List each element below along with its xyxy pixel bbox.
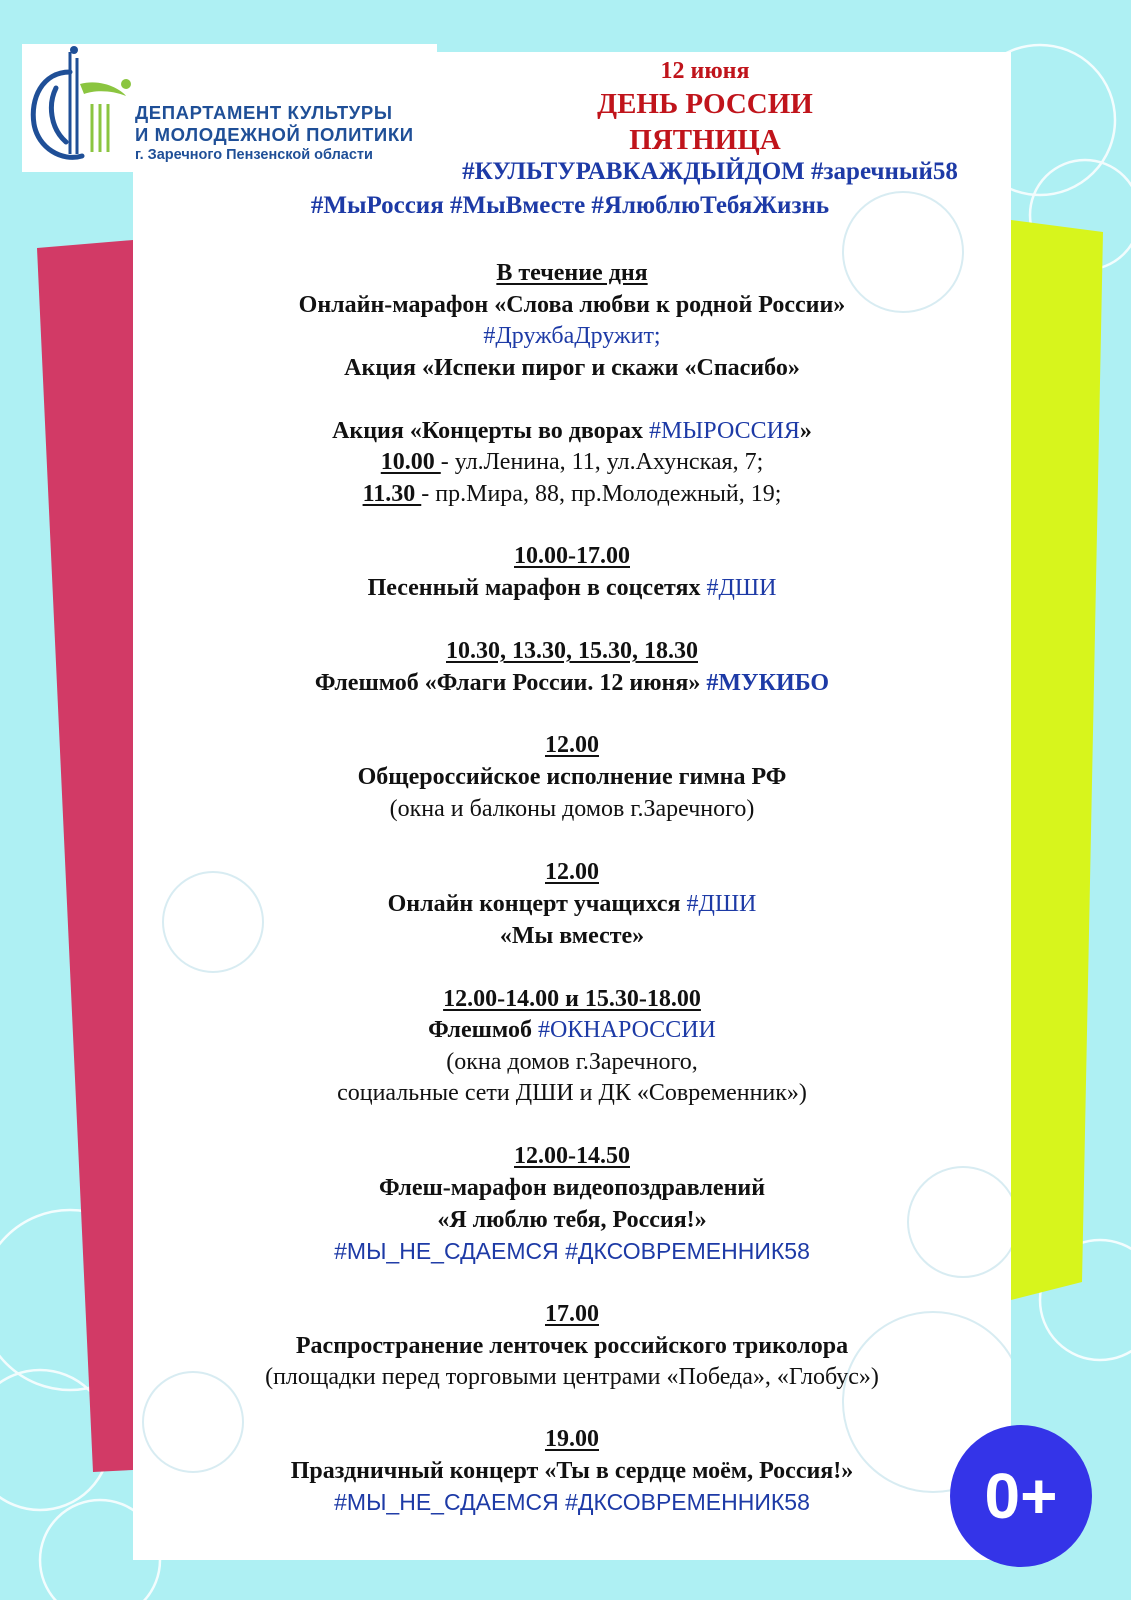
header-date: 12 июня [660,58,750,84]
event-hashtag: #МЫРОССИЯ [649,418,800,444]
event-title-text: Акция «Концерты во дворах [332,418,650,444]
event-hashtag: #ДружбаДружит; [483,323,661,349]
event-subtitle: «Я люблю тебя, Россия!» [437,1207,707,1233]
event-hashtag: #МЫ_НЕ_СДАЕМСЯ #ДКСОВРЕМЕННИК58 [334,1489,810,1515]
department-logo [22,44,437,172]
event-note: (окна и балконы домов г.Заречного) [389,796,755,822]
event-title [133,1015,1011,1047]
event-title: Праздничный концерт «Ты в сердце моём, Россия!» [290,1458,854,1484]
event-title-text: Флешмоб «Флаги России. 12 июня» [314,670,707,696]
event-schedule-row [133,479,1011,511]
event-title: Общероссийское исполнение гимна РФ [357,764,787,790]
event-time: 11.30 [362,481,422,507]
event-place: - пр.Мира, 88, пр.Молодежный, 19; [421,481,782,507]
header-hashtags-2: #МыРоссия #МыВместе #ЯлюблюТебяЖизнь [310,192,830,219]
logo-line-2: И МОЛОДЕЖНОЙ ПОЛИТИКИ [135,124,414,145]
event-time: 12.00-14.00 и 15.30-18.00 [443,986,701,1012]
event-time: 10.00 [380,449,441,475]
header-weekday: ПЯТНИЦА [629,124,781,156]
event-time: 19.00 [545,1426,599,1452]
event-extra: Акция «Испеки пирог и скажи «Спасибо» [344,355,800,381]
event-time: В течение дня [496,260,648,286]
event-hashtag: #ДШИ [706,575,777,601]
event-hashtag: #ДШИ [686,891,757,917]
event-title: Распространение ленточек российского триколора [295,1333,849,1359]
header-holiday: ДЕНЬ РОССИИ [597,88,813,120]
logo-line-1: ДЕПАРТАМЕНТ КУЛЬТУРЫ [135,102,393,123]
event-hashtag: #ОКНАРОССИИ [537,1017,716,1043]
event-time: 10.00-17.00 [514,543,630,569]
event-title-text: Флешмоб [428,1017,538,1043]
event-time: 10.30, 13.30, 15.30, 18.30 [446,638,698,664]
event-title-end: » [799,418,812,444]
event-note: (окна домов г.Заречного, [446,1049,698,1075]
event-note: социальные сети ДШИ и ДК «Современник») [337,1080,807,1106]
event-title [133,573,1011,605]
event-title [133,416,1011,448]
logo-line-3: г. Заречного Пензенской области [135,147,373,163]
event-title: Флеш-марафон видеопоздравлений [378,1175,766,1201]
event-title-text: Песенный марафон в соцсетях [367,575,707,601]
event-hashtag: #МУКИБО [706,670,830,696]
event-time: 12.00 [545,859,599,885]
event-title [133,889,1011,921]
event-hashtag: #МЫ_НЕ_СДАЕМСЯ #ДКСОВРЕМЕННИК58 [334,1238,810,1264]
event-place: - ул.Ленина, 11, ул.Ахунская, 7; [440,449,764,475]
event-title [133,668,1011,700]
age-rating-badge: 0+ [950,1425,1092,1567]
event-title: Онлайн-марафон «Слова любви к родной России» [298,292,846,318]
header-hashtags-1: #КУЛЬТУРАВКАЖДЫЙДОМ #заречный58 [462,158,958,185]
event-subtitle: «Мы вместе» [499,923,645,949]
event-title-text: Онлайн концерт учащихся [387,891,687,917]
event-time: 12.00-14.50 [514,1143,630,1169]
event-note: (площадки перед торговыми центрами «Победа», «Глобус») [265,1364,879,1390]
event-time: 17.00 [545,1301,599,1327]
event-schedule-row [133,447,1011,479]
event-time: 12.00 [545,732,599,758]
lyre-column-icon [22,44,134,172]
